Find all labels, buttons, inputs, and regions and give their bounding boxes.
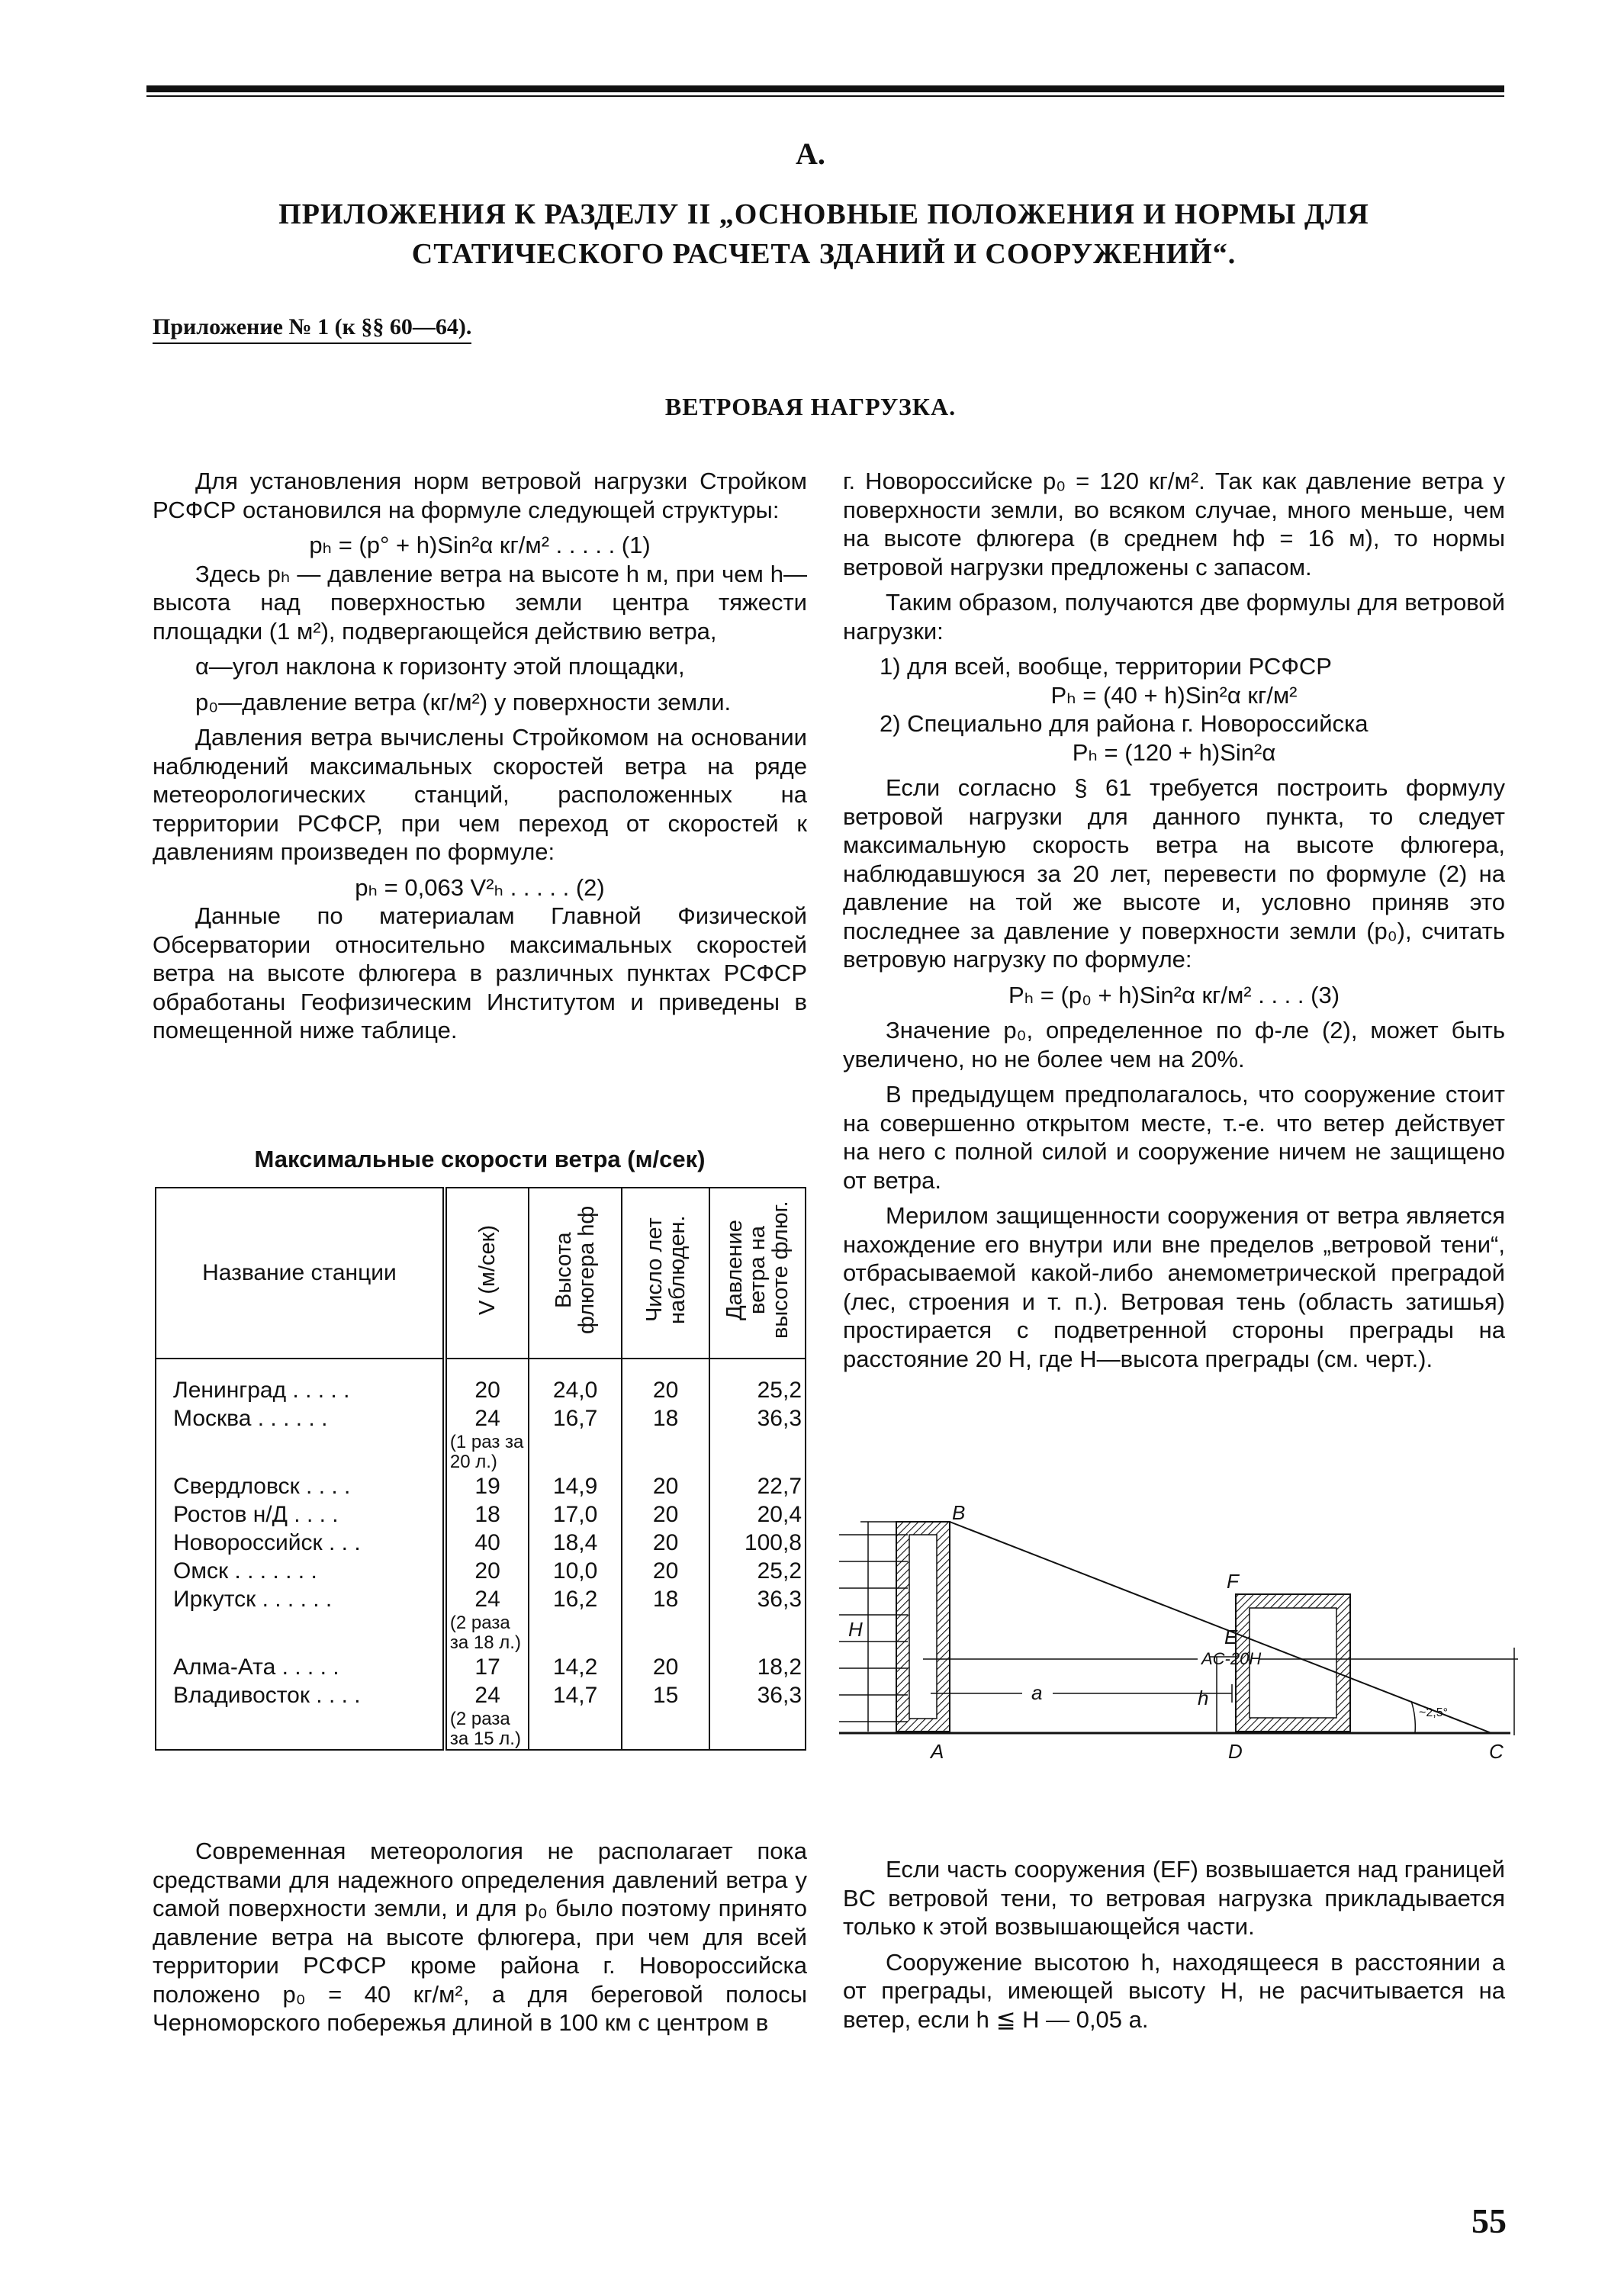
label-h: h [1198, 1687, 1209, 1709]
table-row: Москва . . . . . . 24 (1 раз за 20 л.) 16,7 18 36,3 [156, 1404, 806, 1472]
section-title: ВЕТРОВАЯ НАГРУЗКА. [664, 393, 957, 420]
label-E: E [1224, 1626, 1238, 1648]
table-note: (2 раза за 18 л.) [449, 1613, 521, 1653]
table-row: Свердловск . . . . 19 14,9 20 22,7 [156, 1472, 806, 1500]
paragraph: Если часть сооружения (EF) возвышается над границей BC ветровой тени, то ветровая нагрузка прикладывается только к этой возвышающейся части. [843, 1856, 1505, 1940]
page-number: 55 [1471, 2201, 1507, 2240]
paragraph: В предыдущем предполагалось, что сооружение стоит на совершенно открытом месте, т.-е. что ветер действует на него с полной силой и сооружение ничем не защищено от ветра. [843, 1081, 1505, 1194]
formula-ru: Pₕ = (40 + h)Sin²α кг/м² [1050, 681, 1298, 709]
section-letter: А. [796, 137, 825, 171]
label-angle: ~2,5° [1419, 1706, 1448, 1719]
top-rule-thick [146, 85, 1504, 92]
formula-1: pₕ = (p° + h)Sin²α кг/м² . . . . . (1) [309, 532, 651, 558]
paragraph: Для установления норм ветровой нагрузки Стройком РСФСР остановился на формуле следующей структуры: [153, 468, 807, 523]
formula-3: Pₕ = (p₀ + h)Sin²α кг/м² . . . . (3) [1008, 981, 1340, 1008]
dimension-a [931, 1684, 1232, 1703]
paragraph: г. Новороссийске p₀ = 120 кг/м². Так как давление ветра у поверхности земли, во всяком случае, много меньше, чем на высоте флюгера (в среднем hф = 16 м), то нормы ветровой нагрузки предложены с запасом. [843, 468, 1505, 580]
paragraph: Если согласно § 61 требуется построить формулу ветровой нагрузки для данного пункта, то следует максимальную скорость ветра на высоте флюгера, наблюдавшуюся за 20 лет, перевести по формуле (2) на давление на той же высоте и, условно приняв это последнее за давление у поверхности земли (p₀), считать ветровую нагрузку по формуле: [843, 774, 1505, 973]
paragraph: Мерилом защищенности сооружения от ветра является нахождение его внутри или вне пределов „ветровой тени“, отбрасываемой какой-либо анемометрической преградой (лес, строения и т. п.). Ветровая тень (область затишья) простирается с подветренной стороны преграды на расстояние 20 H, где H—высота преграды (см. черт.). [843, 1202, 1505, 1372]
header-station-name: Название станции [156, 1188, 445, 1359]
label-B: B [952, 1501, 966, 1524]
right-column [843, 467, 1505, 1380]
left-column-bottom [153, 1837, 807, 2044]
appendix-reference [153, 314, 471, 340]
appendix-reference-text: Приложение № 1 (к §§ 60—64). [153, 314, 471, 344]
table-row: Новороссийск . . . 40 18,4 20 100,8 [156, 1529, 806, 1557]
paragraph: Значение p₀, определенное по ф-ле (2), может быть увеличено, но не более чем на 20%. [843, 1017, 1505, 1072]
dimension-H [860, 1522, 896, 1732]
left-column [153, 467, 807, 1052]
table-row: Алма-Ата . . . . . 17 14,2 20 18,2 [156, 1653, 806, 1681]
paragraph: Здесь pₕ — давление ветра на высоте h м, при чем h—высота над поверхностью земли центра тяжести площадки (1 м²), подвергающейся действию ветра, [153, 560, 807, 645]
label-H: H [848, 1618, 863, 1641]
paragraph: Таким образом, получаются две формулы для ветровой нагрузки: [843, 589, 1505, 645]
table-row: Ленинград . . . . . 20 24,0 20 25,2 [156, 1376, 806, 1404]
formula-2: pₕ = 0,063 V²ₕ . . . . . (2) [355, 873, 605, 901]
main-heading [137, 195, 1510, 274]
table-caption: Максимальные скорости ветра (м/сек) [254, 1146, 706, 1172]
table-note: (2 раза за 15 л.) [449, 1709, 521, 1749]
paragraph: Данные по материалам Главной Физической Обсерватории относительно максимальных скоростей ветра на высоте флюгера в различных пунктах РСФСР обработаны Геофизическим Институтом и приведены в помещенной ниже таблице. [153, 902, 807, 1043]
header-speed: V (м/сек) [445, 1188, 529, 1359]
table-row: Ростов н/Д . . . . 18 17,0 20 20,4 [156, 1500, 806, 1529]
list-item-2: 2) Специально для района г. Новороссийска [880, 710, 1369, 737]
main-heading-line-1: ПРИЛОЖЕНИЯ К РАЗДЕЛУ II „ОСНОВНЫЕ ПОЛОЖЕНИЯ И НОРМЫ ДЛЯ [278, 198, 1369, 230]
label-a: a [1031, 1681, 1043, 1704]
header-years: Число лет наблюден. [622, 1188, 709, 1359]
table-row: Омск . . . . . . . 20 10,0 20 25,2 [156, 1557, 806, 1585]
table-note: (1 раз за 20 л.) [449, 1432, 524, 1472]
paragraph: p₀—давление ветра (кг/м²) у поверхности земли. [195, 688, 732, 715]
paragraph: Давления ветра вычислены Стройкомом на основании наблюдений максимальных скоростей ветра на ряде метеорологических станций, расположенных на территории РСФСР, при чем переход от скоростей к давлениям произведен по формуле: [153, 724, 807, 865]
table-row: Владивосток . . . . 24 (2 раза за 15 л.) 14,7 15 36,3 [156, 1681, 806, 1750]
right-column-bottom [843, 1855, 1505, 2040]
label-D: D [1228, 1740, 1243, 1763]
wind-shadow-diagram [831, 1487, 1518, 1815]
main-heading-line-2: СТАТИЧЕСКОГО РАСЧЕТА ЗДАНИЙ И СООРУЖЕНИЙ“. [411, 238, 1237, 270]
paragraph: α—угол наклона к горизонту этой площадки, [195, 653, 685, 680]
label-A: A [931, 1740, 944, 1763]
top-rule-thin [146, 95, 1504, 97]
label-F: F [1227, 1570, 1239, 1593]
wind-speed-table [155, 1187, 806, 1751]
angle-arc [1411, 1701, 1415, 1733]
paragraph: Современная метеорология не располагает пока средствами для надежного определения давлений ветра у самой поверхности земли, и для p₀ было поэтому принято давление ветра на высоте флюгера, при чем для всей территории РСФСР кроме района г. Новороссийска положено p₀ = 40 кг/м², а для береговой полосы Черноморского побережья длиной в 100 км с центром в [153, 1838, 807, 2036]
label-AC: AC-20H [1201, 1649, 1262, 1668]
header-vane-height: Высота флюгера hф [529, 1188, 622, 1359]
formula-novorossiysk: Pₕ = (120 + h)Sin²α [1072, 738, 1276, 766]
label-C: C [1489, 1740, 1504, 1763]
list-item-1: 1) для всей, вообще, территории РСФСР [880, 653, 1332, 680]
table-row: Иркутск . . . . . . 24 (2 раза за 18 л.) 16,2 18 36,3 [156, 1585, 806, 1653]
paragraph: Сооружение высотою h, находящееся в расстоянии a от преграды, имеющей высоту H, не расчитывается на ветер, если h ≦ H — 0,05 a. [843, 1948, 1505, 2033]
barrier-AB [896, 1522, 950, 1732]
header-pressure: Давление ветра на высоте флюг. [709, 1188, 806, 1359]
